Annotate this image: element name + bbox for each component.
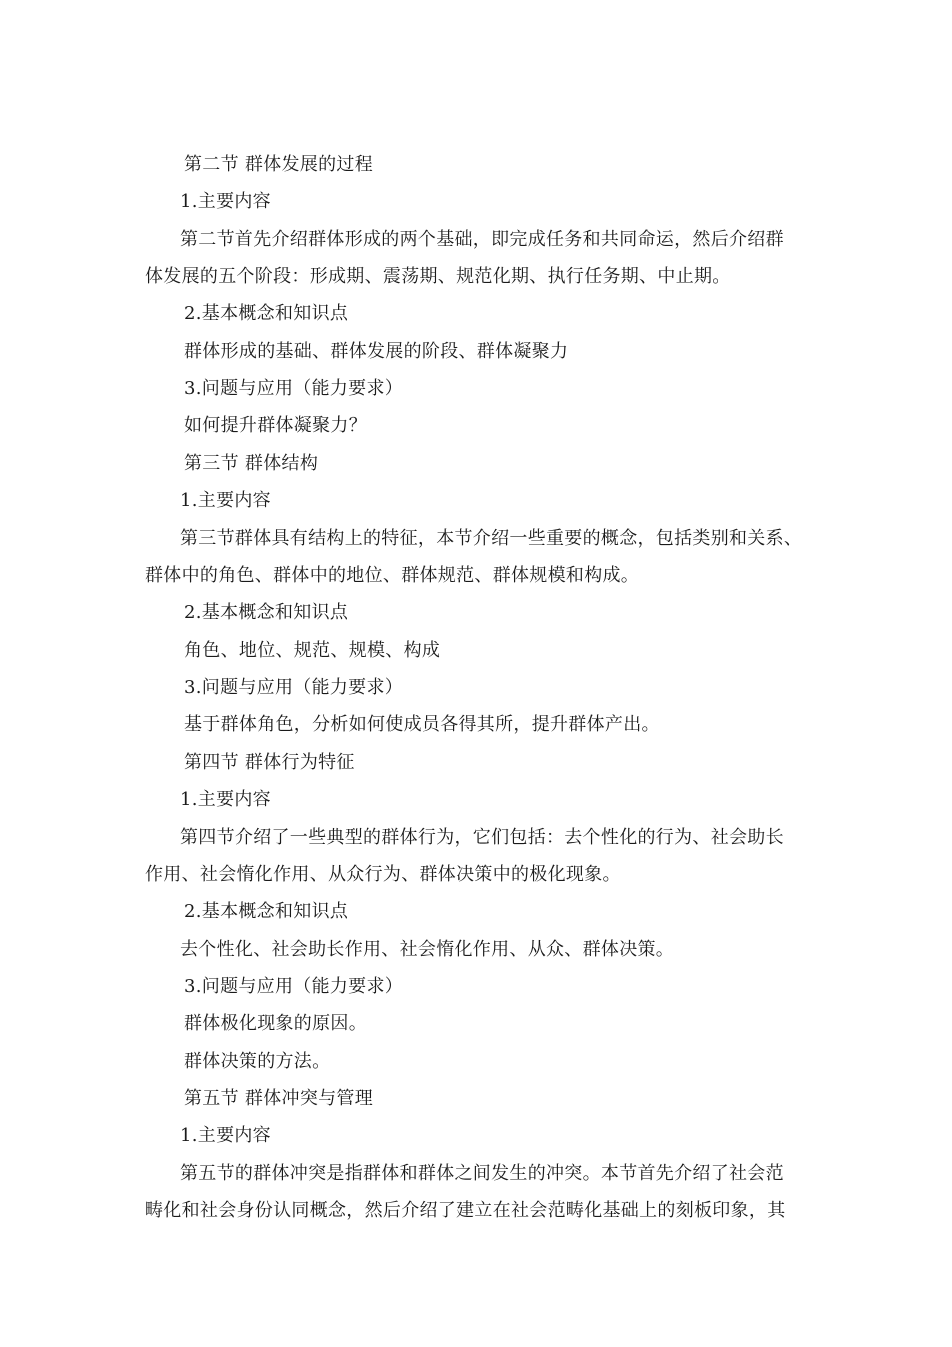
paragraph-line: 去个性化、社会助长作用、社会惰化作用、从众、群体决策。 <box>180 939 675 960</box>
subheading-questions: 3.问题与应用（能力要求） <box>184 677 404 698</box>
subheading-questions: 3.问题与应用（能力要求） <box>184 378 404 399</box>
paragraph-line: 如何提升群体凝聚力？ <box>184 415 367 436</box>
section-heading-5: 第五节 群体冲突与管理 <box>184 1088 374 1109</box>
paragraph-line: 群体中的角色、群体中的地位、群体规范、群体规模和构成。 <box>145 565 640 586</box>
paragraph-line: 群体决策的方法。 <box>184 1051 331 1072</box>
subheading-main-content: 1.主要内容 <box>180 191 271 212</box>
subheading-concepts: 2.基本概念和知识点 <box>184 901 349 922</box>
subheading-concepts: 2.基本概念和知识点 <box>184 303 349 324</box>
paragraph-line: 角色、地位、规范、规模、构成 <box>184 640 441 661</box>
subheading-main-content: 1.主要内容 <box>180 1125 271 1146</box>
paragraph-line: 畴化和社会身份认同概念，然后介绍了建立在社会范畴化基础上的刻板印象，其 <box>145 1200 786 1221</box>
subheading-questions: 3.问题与应用（能力要求） <box>184 976 404 997</box>
paragraph-line: 群体形成的基础、群体发展的阶段、群体凝聚力 <box>184 341 569 362</box>
paragraph-line: 第二节首先介绍群体形成的两个基础，即完成任务和共同命运，然后介绍群 <box>180 229 784 250</box>
paragraph-line: 作用、社会惰化作用、从众行为、群体决策中的极化现象。 <box>145 864 621 885</box>
subheading-main-content: 1.主要内容 <box>180 490 271 511</box>
paragraph-line: 体发展的五个阶段：形成期、震荡期、规范化期、执行任务期、中止期。 <box>145 266 731 287</box>
paragraph-line: 基于群体角色，分析如何使成员各得其所，提升群体产出。 <box>184 714 660 735</box>
section-heading-3: 第三节 群体结构 <box>184 453 319 474</box>
subheading-main-content: 1.主要内容 <box>180 789 271 810</box>
paragraph-line: 第五节的群体冲突是指群体和群体之间发生的冲突。本节首先介绍了社会范 <box>180 1163 784 1184</box>
paragraph-line: 第三节群体具有结构上的特征，本节介绍一些重要的概念，包括类别和关系、 <box>180 528 803 549</box>
paragraph-line: 群体极化现象的原因。 <box>184 1013 367 1034</box>
section-heading-4: 第四节 群体行为特征 <box>184 752 355 773</box>
paragraph-line: 第四节介绍了一些典型的群体行为，它们包括：去个性化的行为、社会助长 <box>180 827 784 848</box>
subheading-concepts: 2.基本概念和知识点 <box>184 602 349 623</box>
section-heading-2: 第二节 群体发展的过程 <box>184 154 374 175</box>
